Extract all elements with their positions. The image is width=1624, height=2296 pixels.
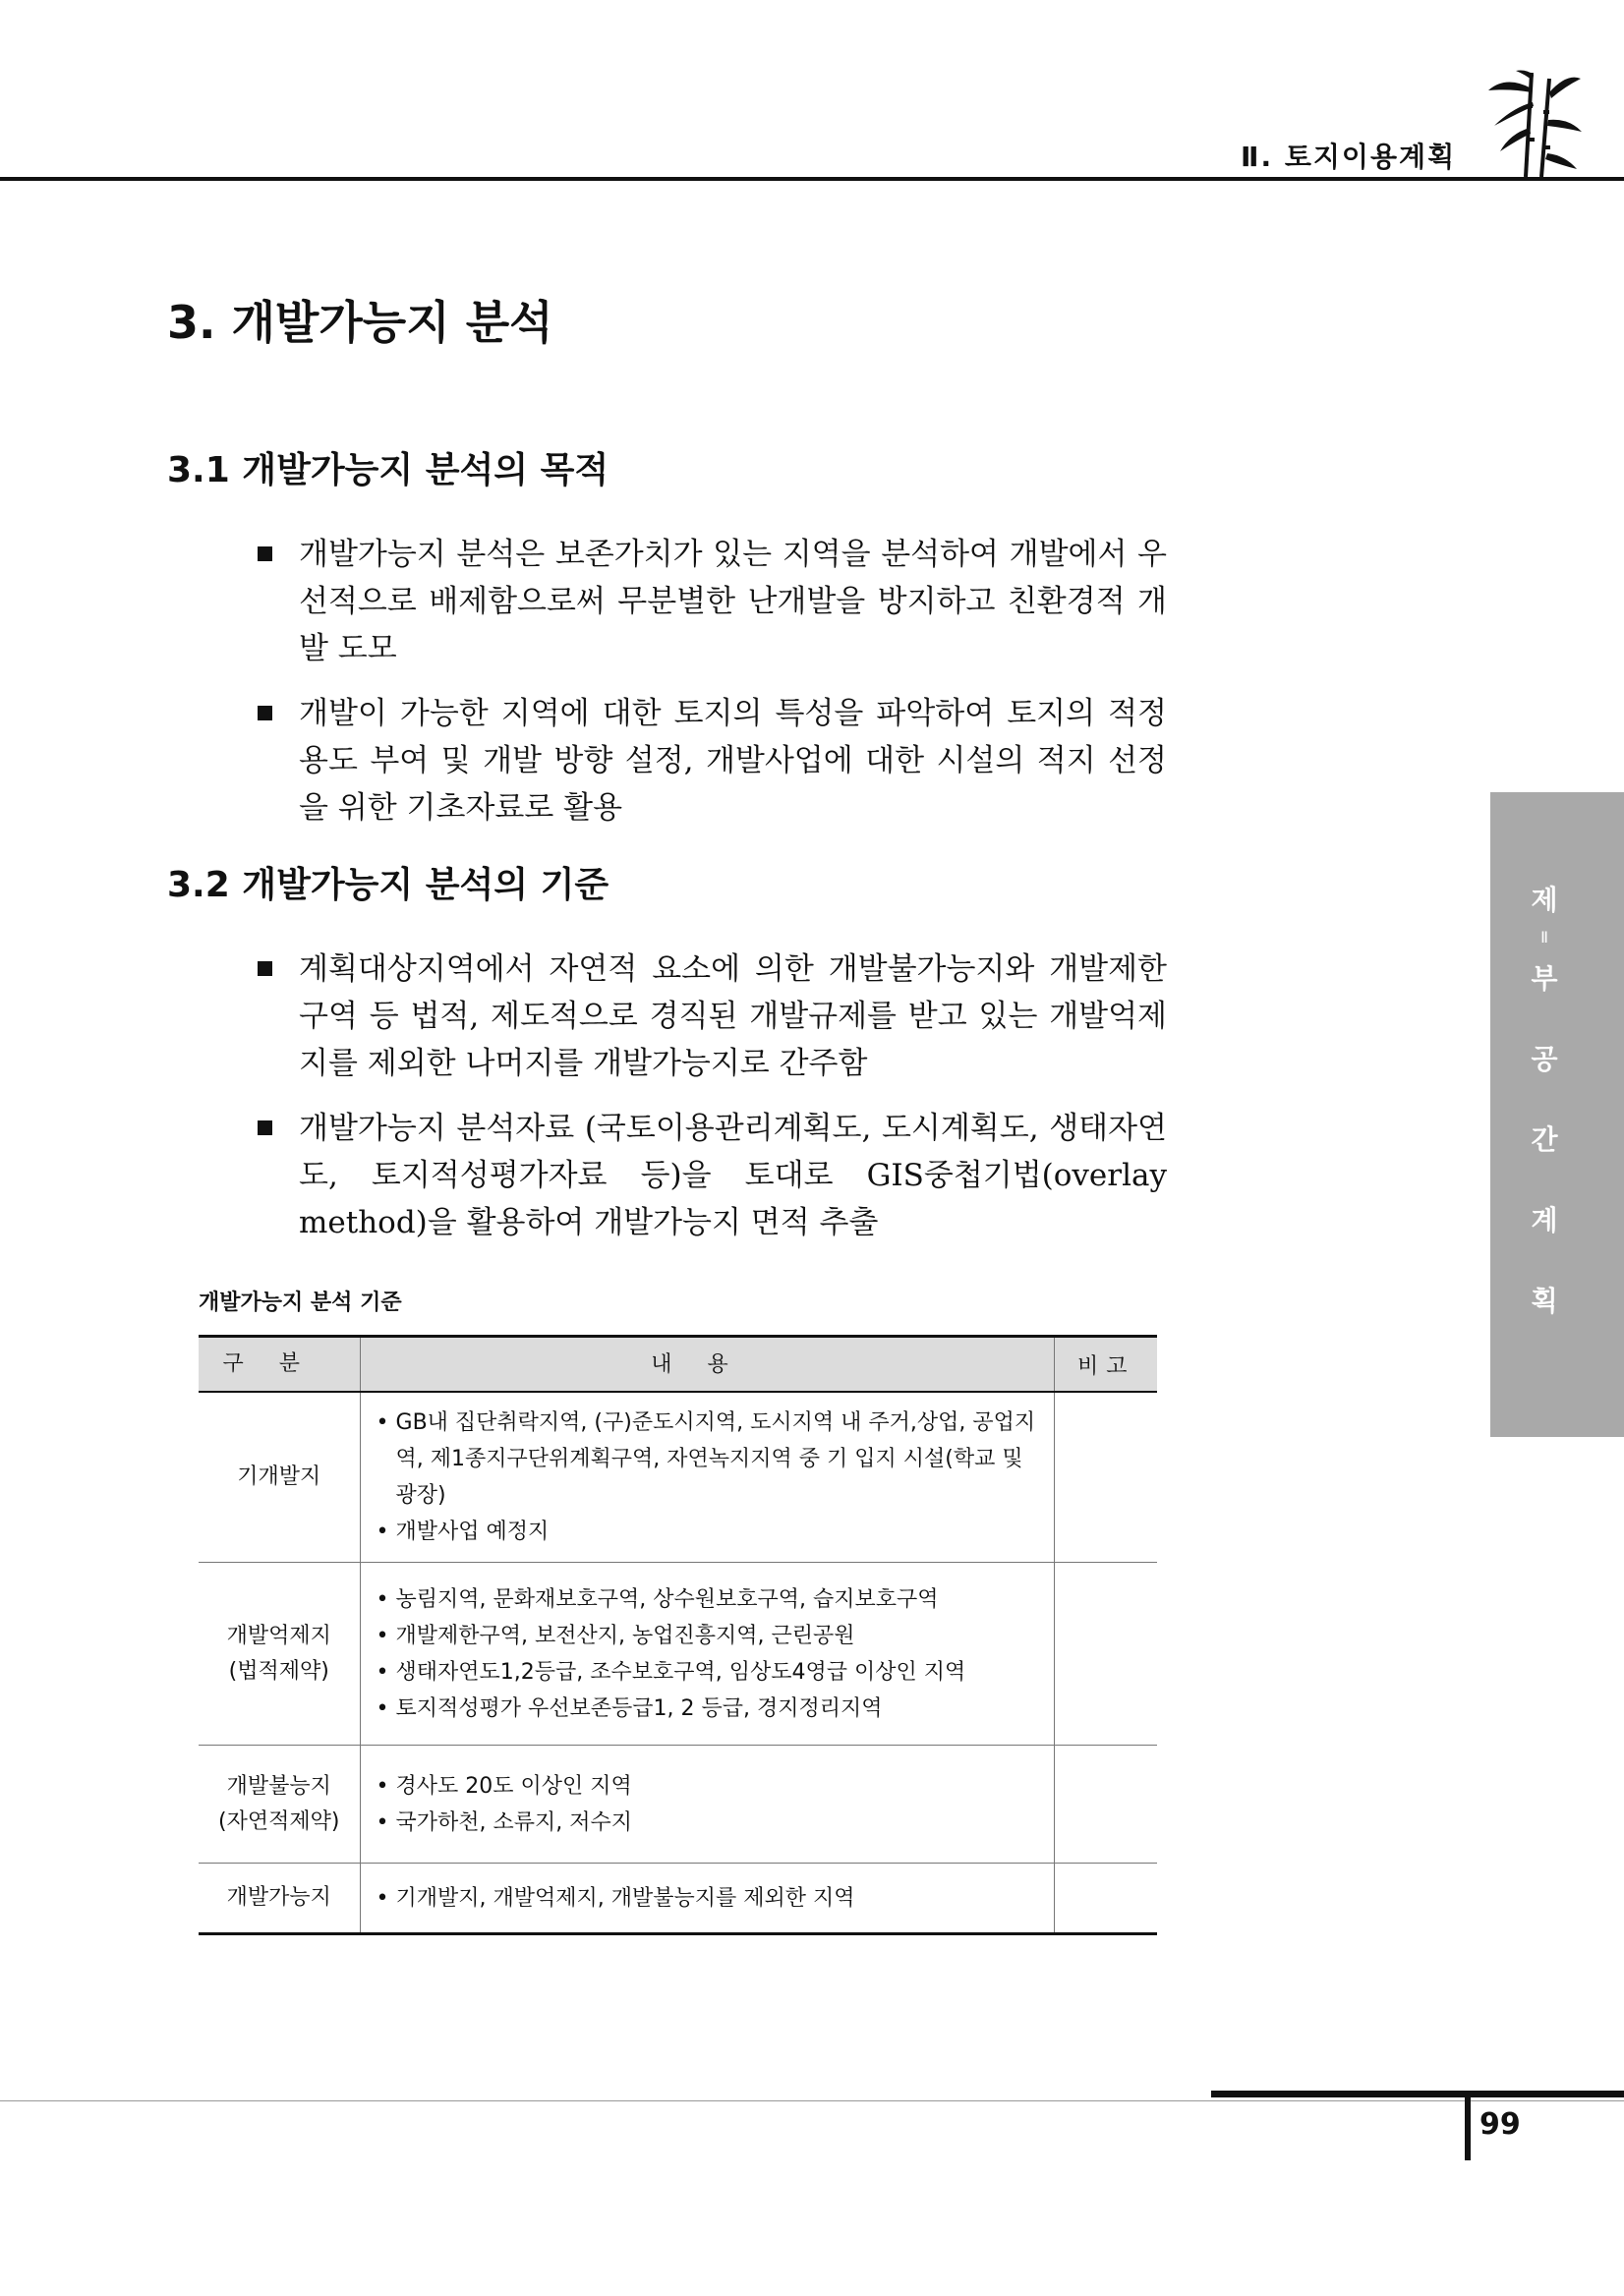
side-tab-char: 제	[1531, 884, 1558, 916]
bullet-item: 개발이 가능한 지역에 대한 토지의 특성을 파악하여 토지의 적정용도 부여 및 개발 방향 설정, 개발사업에 대한 시설의 적지 선정을 위한 기초자료로 활용	[258, 690, 1167, 832]
footer-thick-rule	[1211, 2091, 1624, 2097]
row-category: 개발불능지 (자연적제약)	[199, 1746, 360, 1864]
row-note	[1055, 1746, 1157, 1864]
table-row	[199, 1864, 1157, 1934]
row-content	[360, 1563, 1055, 1746]
side-tab-char: 간	[1531, 1123, 1558, 1156]
row-note	[1055, 1864, 1157, 1934]
side-tab-char: 공	[1531, 1043, 1558, 1075]
list-item: • 농림지역, 문화재보호구역, 상수원보호구역, 습지보호구역	[373, 1581, 1041, 1618]
table-row	[199, 1563, 1157, 1746]
row-category: 개발가능지	[199, 1864, 360, 1934]
row-category: 기개발지	[199, 1392, 360, 1563]
square-bullet-icon	[258, 706, 272, 720]
footer-rule	[0, 2100, 1624, 2101]
footer-page-bar	[1465, 2095, 1471, 2160]
list-item: • 생태자연도1,2등급, 조수보호구역, 임상도4영급 이상인 지역	[373, 1654, 1041, 1691]
section-title: 3. 개발가능지 분석	[167, 296, 553, 349]
list-item: • 개발제한구역, 보전산지, 농업진흥지역, 근린공원	[373, 1618, 1041, 1654]
side-tab-char: 획	[1531, 1285, 1558, 1317]
list-item: • 개발사업 예정지	[373, 1514, 1041, 1550]
row-note	[1055, 1392, 1157, 1563]
table-header-row	[199, 1337, 1157, 1393]
table-row	[199, 1392, 1157, 1563]
header-category: 구분	[199, 1337, 360, 1393]
row-note	[1055, 1563, 1157, 1746]
page-number: 99	[1479, 2107, 1521, 2142]
square-bullet-icon	[258, 1120, 272, 1135]
bullet-item: 개발가능지 분석자료 (국토이용관리계획도, 도시계획도, 생태자연도, 토지적성평가자료 등)을 토대로 GIS중첩기법(overlay method)을 활용하여 개발가능지 면적 추출	[258, 1105, 1167, 1246]
list-item: • 국가하천, 소류지, 저수지	[373, 1805, 1041, 1841]
subsection-title-criteria: 3.2 개발가능지 분석의 기준	[167, 865, 609, 905]
side-tab-char: 계	[1531, 1204, 1558, 1236]
chapter-side-tab	[1490, 792, 1624, 1437]
list-item: • 기개발지, 개발억제지, 개발불능지를 제외한 지역	[373, 1880, 1041, 1917]
table-row	[199, 1746, 1157, 1864]
bullet-item: 개발가능지 분석은 보존가치가 있는 지역을 분석하여 개발에서 우선적으로 배제함으로써 무분별한 난개발을 방지하고 친환경적 개발 도모	[258, 531, 1167, 672]
side-tab-char: 부	[1531, 962, 1558, 995]
row-content	[360, 1392, 1055, 1563]
side-tab-char: Ⅱ	[1540, 928, 1548, 947]
bullet-item: 계획대상지역에서 자연적 요소에 의한 개발불가능지와 개발제한구역 등 법적, 제도적으로 경직된 개발규제를 받고 있는 개발억제지를 제외한 나머지를 개발가능지로 간주함	[258, 946, 1167, 1087]
header-content: 내용	[360, 1337, 1055, 1393]
criteria-table	[199, 1335, 1157, 1935]
row-content	[360, 1746, 1055, 1864]
square-bullet-icon	[258, 546, 272, 561]
list-item: • 경사도 20도 이상인 지역	[373, 1768, 1041, 1805]
subsection-title-purpose: 3.1 개발가능지 분석의 목적	[167, 450, 609, 490]
bamboo-icon	[1486, 69, 1583, 179]
running-head: Ⅱ. 토지이용계획	[1241, 141, 1457, 173]
header-note: 비고	[1055, 1337, 1157, 1393]
row-content	[360, 1864, 1055, 1934]
table-caption: 개발가능지 분석 기준	[199, 1291, 402, 1315]
purpose-bullets	[258, 531, 1167, 849]
square-bullet-icon	[258, 961, 272, 976]
row-category: 개발억제지 (법적제약)	[199, 1563, 360, 1746]
header-rule	[0, 177, 1624, 181]
list-item: • 토지적성평가 우선보존등급1, 2 등급, 경지정리지역	[373, 1691, 1041, 1727]
list-item: • GB내 집단취락지역, (구)준도시지역, 도시지역 내 주거,상업, 공업지역, 제1종지구단위계획구역, 자연녹지지역 중 기 입지 시설(학교 및 광장)	[373, 1405, 1041, 1514]
criteria-bullets	[258, 946, 1167, 1264]
